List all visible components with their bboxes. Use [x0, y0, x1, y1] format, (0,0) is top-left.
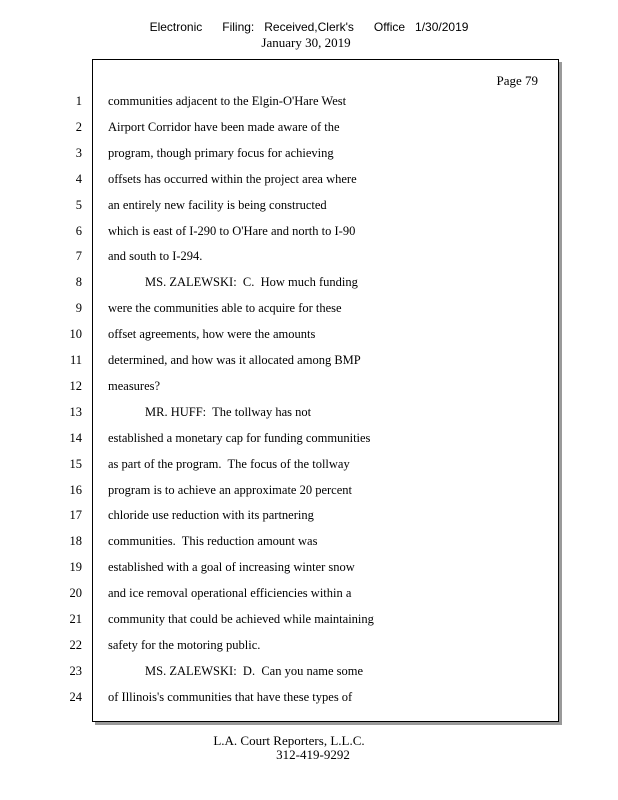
- speaker-line: MS. ZALEWSKI: D. Can you name some: [145, 663, 364, 678]
- transcript-line: safety for the motoring public.: [108, 637, 261, 652]
- transcript-line: measures?: [108, 378, 161, 393]
- line-number: 3: [75, 145, 82, 160]
- filing-stamp-date: January 30, 2019: [261, 35, 351, 50]
- transcript-line: offset agreements, how were the amounts: [108, 327, 316, 342]
- transcript-line: were the communities able to acquire for these: [108, 301, 342, 316]
- line-number: 4: [75, 171, 82, 186]
- transcript-line: determined, and how was it allocated among BMP: [108, 353, 361, 367]
- line-number: 8: [75, 275, 82, 290]
- transcript-line: as part of the program. The focus of the tollway: [108, 456, 350, 471]
- line-number: 16: [69, 482, 82, 497]
- line-number: 23: [69, 663, 82, 678]
- line-number: 24: [69, 689, 82, 704]
- transcript-line: and ice removal operational efficiencies within a: [108, 586, 352, 601]
- line-number: 11: [69, 353, 82, 367]
- line-number: 20: [69, 586, 82, 601]
- line-number: 10: [69, 327, 82, 342]
- line-number: 13: [69, 404, 82, 419]
- line-number: 15: [69, 456, 82, 471]
- transcript-line: established with a goal of increasing winter snow: [108, 560, 355, 575]
- transcript-line: chloride use reduction with its partnering: [108, 508, 314, 523]
- line-number: 19: [69, 560, 82, 575]
- line-number: 7: [75, 249, 82, 264]
- line-number: 12: [69, 378, 82, 393]
- transcript-line: community that could be achieved while maintaining: [108, 612, 374, 626]
- transcript-line: which is east of I-290 to O'Hare and north to I-90: [108, 223, 356, 238]
- transcript-line: communities adjacent to the Elgin-O'Hare West: [108, 94, 347, 108]
- line-number: 2: [75, 119, 82, 134]
- transcript-line: established a monetary cap for funding communities: [108, 430, 371, 445]
- filing-stamp-header: Electronic Filing: Received,Clerk's Office 1/30/2019: [149, 20, 469, 34]
- transcript-line: and south to I-294.: [108, 249, 203, 264]
- speaker-line: MR. HUFF: The tollway has not: [145, 404, 312, 419]
- line-number: 9: [75, 301, 82, 316]
- line-number: 5: [75, 197, 82, 212]
- transcript-line: an entirely new facility is being constructed: [108, 197, 327, 212]
- page-number: Page 79: [496, 73, 538, 88]
- line-number: 18: [69, 534, 82, 549]
- reporter-company: L.A. Court Reporters, L.L.C.: [213, 733, 365, 748]
- line-number: 21: [69, 612, 82, 626]
- line-number: 1: [75, 94, 82, 108]
- transcript-line: offsets has occurred within the project area where: [108, 171, 357, 186]
- transcript-line: program is to achieve an approximate 20 percent: [108, 482, 353, 497]
- line-number: 14: [69, 430, 82, 445]
- transcript-line: Airport Corridor have been made aware of the: [108, 119, 340, 134]
- speaker-line: MS. ZALEWSKI: C. How much funding: [145, 275, 358, 290]
- line-number: 17: [69, 508, 82, 523]
- reporter-phone: 312-419-9292: [276, 747, 350, 762]
- line-number: 6: [75, 223, 82, 238]
- transcript-line: communities. This reduction amount was: [108, 534, 318, 549]
- transcript-line: of Illinois's communities that have these types of: [108, 689, 353, 704]
- transcript-line: program, though primary focus for achieving: [108, 145, 334, 160]
- line-number: 22: [69, 637, 82, 652]
